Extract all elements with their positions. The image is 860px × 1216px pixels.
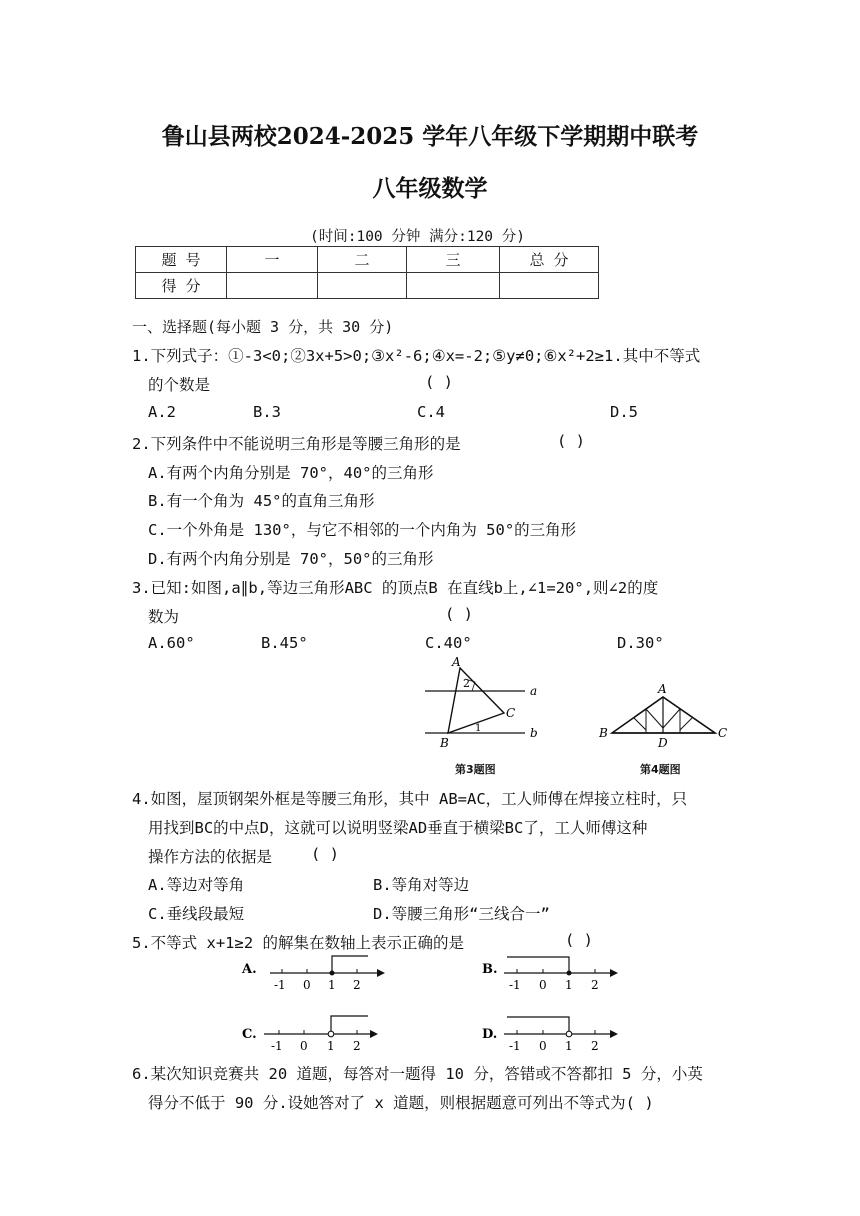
figure-label: C	[506, 706, 516, 720]
option-b: B.有一个角为 45°的直角三角形	[148, 492, 375, 510]
figure-label: B	[440, 736, 449, 750]
option-d: D.5	[610, 403, 638, 421]
score-table-cell: 二	[318, 247, 407, 273]
tick-label: 0	[539, 978, 547, 992]
answer-paren: ( )	[425, 373, 453, 391]
question-4-text-cont: 操作方法的依据是	[148, 848, 273, 866]
question-3-text-cont: 数为	[148, 608, 180, 626]
tick-label: 1	[565, 1039, 573, 1053]
option-d: D.等腰三角形“三线合一”	[373, 905, 550, 923]
question-1-text: 1.下列式子：①-3<0;②3x+5>0;③x²-6;④x=-2;⑤y≠0;⑥x²+2≥1.其中不等式	[132, 347, 701, 365]
score-table-cell: 一	[227, 247, 318, 273]
tick-label: -1	[274, 978, 286, 992]
option-c: C.垂线段最短	[148, 905, 245, 923]
score-table-score-row	[136, 273, 599, 299]
figure-label: a	[530, 684, 538, 698]
option-label: A.	[242, 962, 257, 977]
question-6-text: 6.某次知识竞赛共 20 道题，每答对一题得 10 分，答错或不答都扣 5 分，小英	[132, 1065, 703, 1083]
question-6-text-cont: 得分不低于 90 分.设她答对了 x 道题，则根据题意可列出不等式为( )	[148, 1094, 654, 1112]
number-line-option-b	[480, 953, 630, 995]
exam-subtitle: 八年级数学	[372, 175, 488, 202]
tick-label: -1	[509, 1039, 521, 1053]
option-c: C.40°	[425, 634, 472, 652]
answer-paren: ( )	[445, 605, 473, 623]
score-table-cell: 题 号	[136, 247, 227, 273]
figure-label: 1	[475, 723, 482, 734]
figure-label: D	[658, 736, 668, 750]
figure-3-diagram	[420, 655, 550, 750]
tick-label: 2	[353, 978, 361, 992]
figure-label: A	[452, 655, 461, 669]
question-3-text: 3.已知:如图,a∥b,等边三角形ABC 的顶点B 在直线b上,∠1=20°,则∠2的度	[132, 579, 659, 597]
score-input-cell[interactable]	[500, 273, 599, 299]
figure-3-caption: 第3题图	[455, 763, 496, 776]
tick-label: 0	[303, 978, 311, 992]
option-b: B.3	[253, 403, 281, 421]
question-1-text-cont: 的个数是	[148, 376, 211, 394]
question-2-text: 2.下列条件中不能说明三角形是等腰三角形的是	[132, 435, 461, 453]
number-line-option-c	[240, 1012, 390, 1054]
tick-label: 1	[328, 978, 336, 992]
option-d: D.30°	[617, 634, 664, 652]
score-table-cell: 三	[407, 247, 500, 273]
tick-label: 0	[300, 1039, 308, 1053]
score-input-cell[interactable]	[227, 273, 318, 299]
option-b: B.等角对等边	[373, 876, 470, 894]
figure-label: 2	[463, 677, 470, 690]
option-a: A.等边对等角	[148, 876, 245, 894]
tick-label: -1	[509, 978, 521, 992]
figure-label: b	[530, 726, 538, 740]
exam-title: 鲁山县两校2024-2025 学年八年级下学期期中联考	[161, 123, 699, 150]
tick-label: 0	[539, 1039, 547, 1053]
section-heading: 一、选择题(每小题 3 分，共 30 分)	[132, 318, 394, 336]
question-5-text: 5.不等式 x+1≥2 的解集在数轴上表示正确的是	[132, 934, 464, 952]
tick-label: 2	[353, 1039, 361, 1053]
score-table-header-row	[136, 247, 599, 273]
figure-label: C	[718, 726, 728, 740]
option-d: D.有两个内角分别是 70°，50°的三角形	[148, 550, 434, 568]
tick-label: 1	[565, 978, 573, 992]
option-c: C.4	[417, 403, 445, 421]
answer-paren: ( )	[557, 432, 585, 450]
figure-label: B	[599, 726, 608, 740]
option-a: A.2	[148, 403, 176, 421]
score-table	[135, 246, 599, 299]
answer-paren: ( )	[565, 931, 593, 949]
number-line-option-d	[480, 1012, 630, 1054]
score-table-cell: 得 分	[136, 273, 227, 299]
score-input-cell[interactable]	[318, 273, 407, 299]
figure-4-diagram	[598, 680, 733, 750]
option-label: C.	[242, 1027, 257, 1042]
question-4-text-cont: 用找到BC的中点D，这就可以说明竖梁AD垂直于横梁BC了，工人师傅这种	[148, 819, 648, 837]
option-label: D.	[482, 1027, 498, 1042]
tick-label: -1	[271, 1039, 283, 1053]
option-a: A.60°	[148, 634, 195, 652]
number-line-option-a	[240, 953, 390, 995]
exam-info: (时间:100 分钟 满分:120 分)	[310, 229, 525, 245]
answer-paren: ( )	[311, 845, 339, 863]
score-input-cell[interactable]	[407, 273, 500, 299]
tick-label: 1	[327, 1039, 335, 1053]
figure-label: A	[658, 682, 667, 696]
figure-4-caption: 第4题图	[640, 763, 681, 776]
option-b: B.45°	[261, 634, 308, 652]
question-4-text: 4.如图，屋顶钢架外框是等腰三角形，其中 AB=AC，工人师傅在焊接立柱时，只	[132, 790, 688, 808]
option-c: C.一个外角是 130°，与它不相邻的一个内角为 50°的三角形	[148, 521, 577, 539]
tick-label: 2	[591, 978, 599, 992]
option-a: A.有两个内角分别是 70°，40°的三角形	[148, 464, 434, 482]
score-table-cell: 总 分	[500, 247, 599, 273]
option-label: B.	[482, 962, 498, 977]
tick-label: 2	[591, 1039, 599, 1053]
